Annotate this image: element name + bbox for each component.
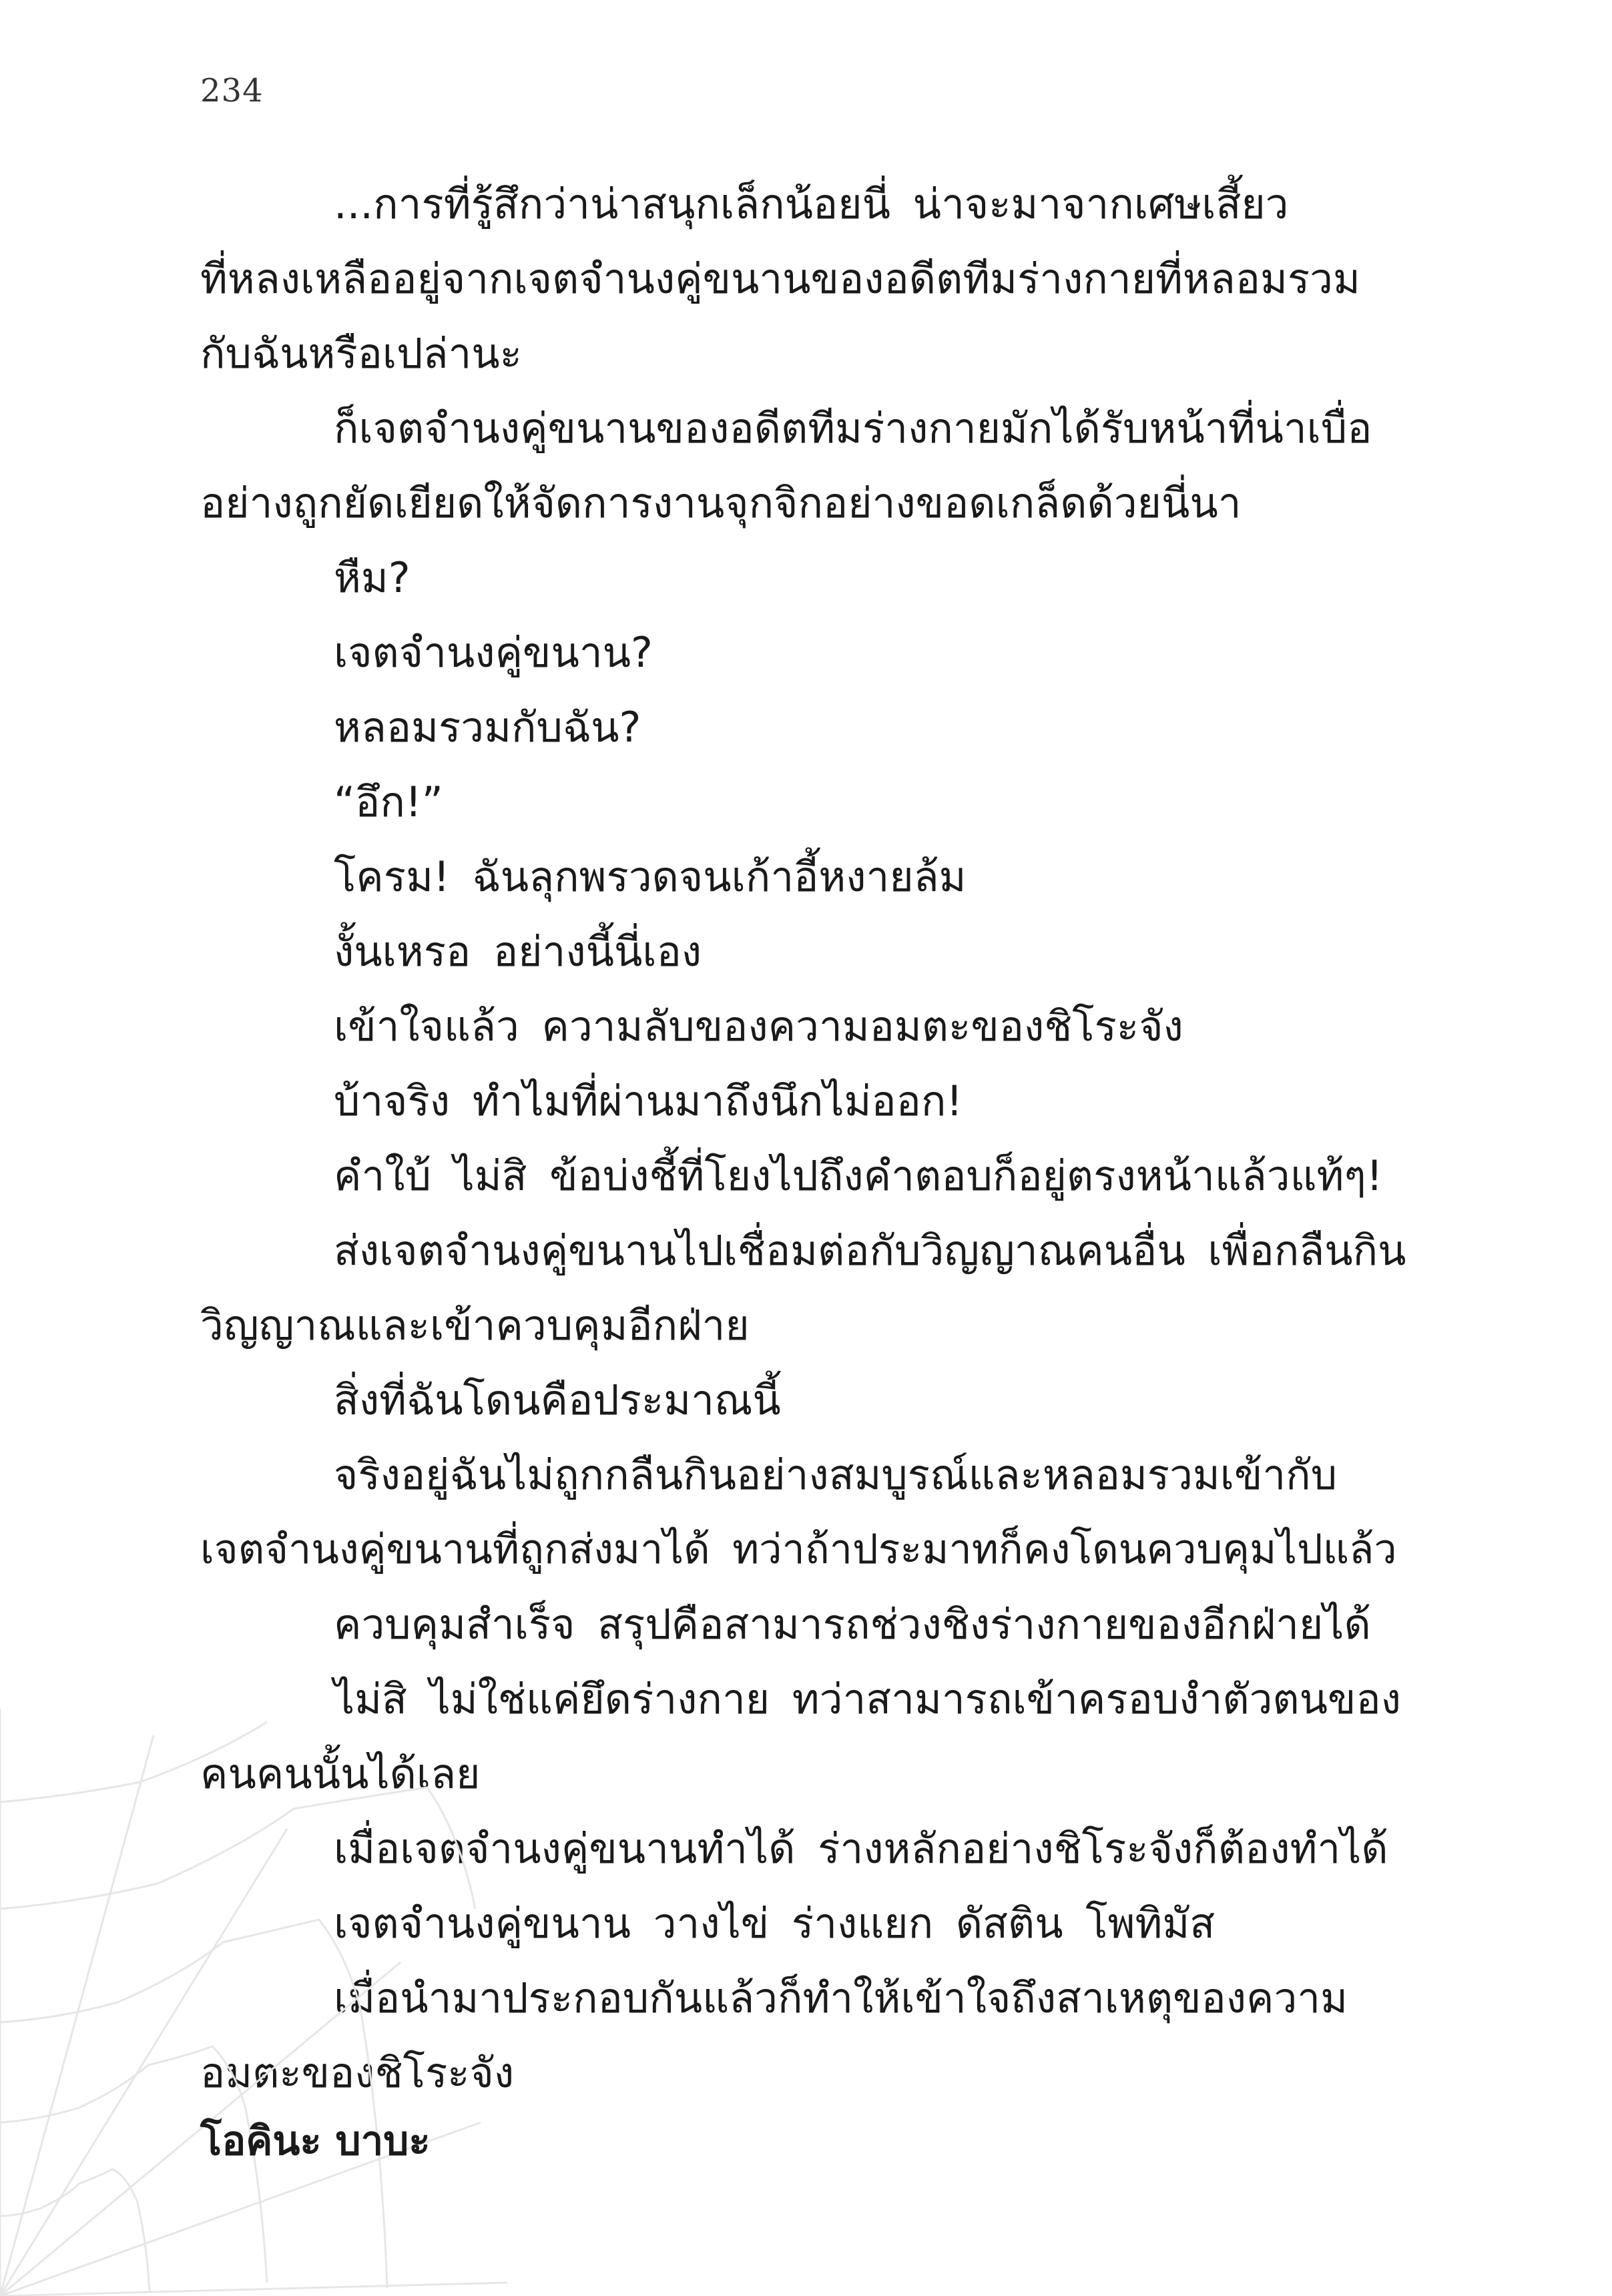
text-line: จริงอยู่ฉันไม่ถูกกลืนกินอย่างสมบูรณ์และหลอมรวมเข้ากับ	[334, 1450, 1338, 1499]
text-line: เมื่อนำมาประกอบกันแล้วก็ทำให้เข้าใจถึงสาเหตุของความ	[334, 1974, 1348, 2022]
text-line: สิ่งที่ฉันโดนคือประมาณนี้	[334, 1376, 781, 1424]
text-line: อมตะของชิโระจัง	[200, 2048, 515, 2097]
text-line: ควบคุมสำเร็จ สรุปคือสามารถช่วงชิงร่างกายของอีกฝ่ายได้	[334, 1600, 1371, 1649]
text-line: ...การที่รู้สึกว่าน่าสนุกเล็กน้อยนี่ น่าจะมาจากเศษเสี้ยว	[334, 180, 1289, 228]
text-line: เมื่อเจตจำนงคู่ขนานทำได้ ร่างหลักอย่างชิโระจังก็ต้องทำได้	[334, 1824, 1388, 1873]
author-name: โอคินะ บาบะ	[200, 2118, 431, 2165]
text-line: อย่างถูกยัดเยียดให้จัดการงานจุกจิกอย่างขอดเกล็ดด้วยนี่นา	[200, 479, 1242, 527]
text-line: เจตจำนงคู่ขนานที่ถูกส่งมาได้ ทว่าถ้าประมาทก็คงโดนควบคุมไปแล้ว	[200, 1526, 1397, 1573]
text-line: เข้าใจแล้ว ความลับของความอมตะของชิโระจัง	[334, 1002, 1183, 1051]
text-line: เจตจำนงคู่ขนาน?	[334, 628, 653, 677]
page-number: 234	[200, 72, 264, 109]
text-line: ก็เจตจำนงคู่ขนานของอดีตทีมร่างกายมักได้รับหน้าที่น่าเบื่อ	[334, 404, 1372, 453]
text-line: “อึก!”	[334, 778, 443, 826]
text-line: หืม?	[334, 553, 411, 602]
text-line: คำใบ้ ไม่สิ ข้อบ่งชี้ที่โยงไปถึงคำตอบก็อยู่ตรงหน้าแล้วแท้ๆ!	[334, 1151, 1383, 1200]
text-line: ไม่สิ ไม่ใช่แค่ยึดร่างกาย ทว่าสามารถเข้าครอบงำตัวตนของ	[334, 1675, 1401, 1723]
spider-web-icon	[0, 1709, 507, 2296]
text-line: ส่งเจตจำนงคู่ขนานไปเชื่อมต่อกับวิญญาณคนอื่น เพื่อกลืนกิน	[334, 1226, 1406, 1275]
text-line: คนคนนั้นได้เลย	[200, 1749, 481, 1798]
text-line: โครม! ฉันลุกพรวดจนเก้าอี้หงายล้ม	[334, 852, 967, 901]
text-line: วิญญาณและเข้าควบคุมอีกฝ่าย	[200, 1301, 750, 1350]
text-line: เจตจำนงคู่ขนาน วางไข่ ร่างแยก ดัสติน โพทิมัส	[334, 1899, 1216, 1948]
text-line: บ้าจริง ทำไมที่ผ่านมาถึงนึกไม่ออก!	[334, 1077, 963, 1125]
text-line: ที่หลงเหลืออยู่จากเจตจำนงคู่ขนานของอดีตทีมร่างกายที่หลอมรวม	[200, 254, 1360, 303]
text-line: กับฉันหรือเปล่านะ	[200, 329, 522, 378]
text-line: หลอมรวมกับฉัน?	[334, 703, 641, 752]
text-line: งั้นเหรอ อย่างนี้นี่เอง	[334, 927, 702, 976]
